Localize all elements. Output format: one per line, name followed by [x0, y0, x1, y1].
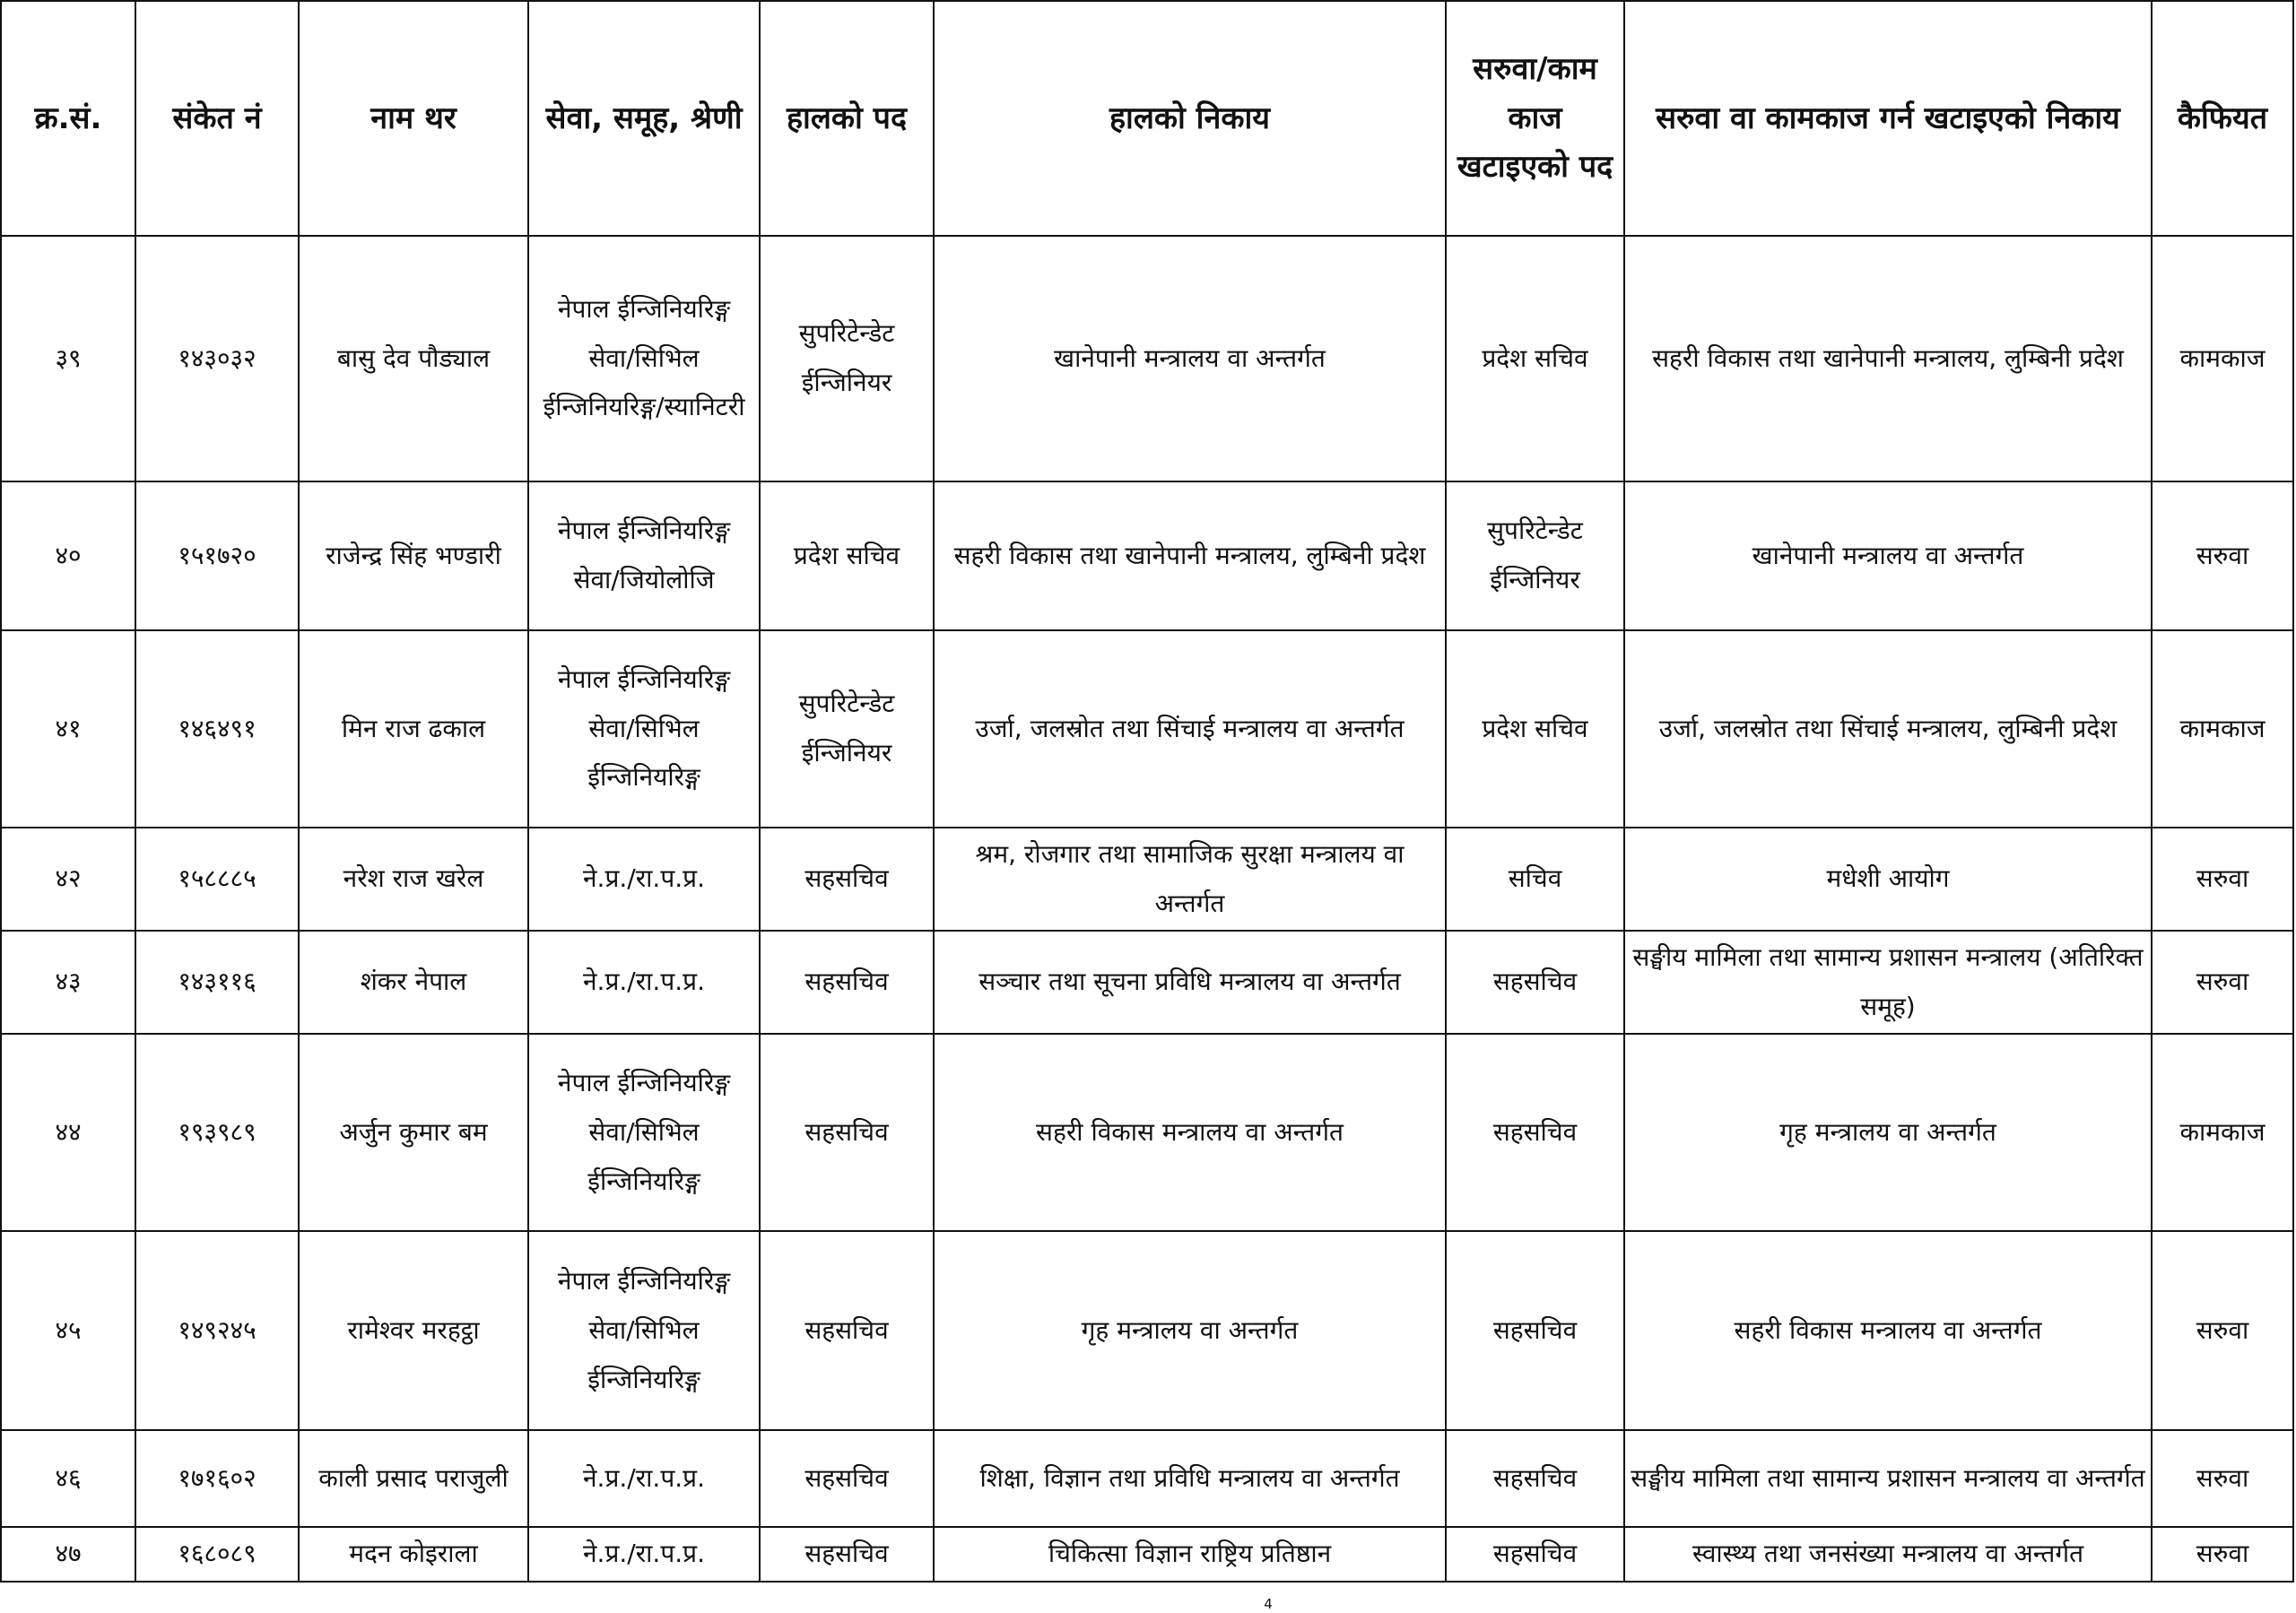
name-cell: मदन कोइराला	[299, 1527, 528, 1582]
name-cell: राजेन्द्र सिंह भण्डारी	[299, 481, 528, 630]
assigned-post-cell: सहसचिव	[1446, 1231, 1624, 1430]
code-no-cell: १५८८८५	[135, 828, 299, 931]
current-office-cell: श्रम, रोजगार तथा सामाजिक सुरक्षा मन्त्रालय वा अन्तर्गत	[934, 828, 1446, 931]
name-cell: बासु देव पौड्याल	[299, 236, 528, 481]
assigned-office-cell: स्वास्थ्य तथा जनसंख्या मन्त्रालय वा अन्तर्गत	[1624, 1527, 2152, 1582]
assigned-post-cell: प्रदेश सचिव	[1446, 630, 1624, 828]
table-row	[1, 931, 2293, 1034]
remarks-cell: कामकाज	[2152, 1034, 2293, 1231]
serial-no-cell: ४७	[1, 1527, 135, 1582]
code-no-cell: १९३९८९	[135, 1034, 299, 1231]
assigned-post-cell: सचिव	[1446, 828, 1624, 931]
current-office-cell: खानेपानी मन्त्रालय वा अन्तर्गत	[934, 236, 1446, 481]
name-cell: शंकर नेपाल	[299, 931, 528, 1034]
service-cell: ने.प्र./रा.प.प्र.	[528, 1527, 760, 1582]
header-remarks: कैफियत	[2152, 1, 2293, 236]
name-cell: काली प्रसाद पराजुली	[299, 1430, 528, 1527]
header-assigned-post: सरुवा/काम काज खटाइएको पद	[1446, 1, 1624, 236]
current-post-cell: सहसचिव	[760, 1034, 934, 1231]
code-no-cell: १४६४९१	[135, 630, 299, 828]
assigned-office-cell: गृह मन्त्रालय वा अन्तर्गत	[1624, 1034, 2152, 1231]
assigned-post-cell: सहसचिव	[1446, 1034, 1624, 1231]
current-office-cell: उर्जा, जलस्रोत तथा सिंचाई मन्त्रालय वा अन्तर्गत	[934, 630, 1446, 828]
current-post-cell: सहसचिव	[760, 1527, 934, 1582]
table-row	[1, 1034, 2293, 1231]
assigned-office-cell: सङ्घीय मामिला तथा सामान्य प्रशासन मन्त्रालय वा अन्तर्गत	[1624, 1430, 2152, 1527]
service-cell: नेपाल ईन्जिनियरिङ्ग सेवा/सिभिल ईन्जिनियरिङ्ग	[528, 1231, 760, 1430]
service-cell: नेपाल ईन्जिनियरिङ्ग सेवा/सिभिल ईन्जिनियरिङ्ग	[528, 630, 760, 828]
service-cell: नेपाल ईन्जिनियरिङ्ग सेवा/जियोलोजि	[528, 481, 760, 630]
serial-no-cell: ४०	[1, 481, 135, 630]
serial-no-cell: ४३	[1, 931, 135, 1034]
header-service-group-class: सेवा, समूह, श्रेणी	[528, 1, 760, 236]
code-no-cell: १४९२४५	[135, 1231, 299, 1430]
current-office-cell: चिकित्सा विज्ञान राष्ट्रिय प्रतिष्ठान	[934, 1527, 1446, 1582]
assigned-office-cell: मधेशी आयोग	[1624, 828, 2152, 931]
assigned-post-cell: सहसचिव	[1446, 1527, 1624, 1582]
remarks-cell: सरुवा	[2152, 1231, 2293, 1430]
table-row	[1, 1527, 2293, 1582]
service-cell: ने.प्र./रा.प.प्र.	[528, 1430, 760, 1527]
header-row	[1, 1, 2293, 236]
name-cell: नरेश राज खरेल	[299, 828, 528, 931]
service-cell: नेपाल ईन्जिनियरिङ्ग सेवा/सिभिल ईन्जिनियरिङ्ग	[528, 1034, 760, 1231]
serial-no-cell: ३९	[1, 236, 135, 481]
assigned-office-cell: सहरी विकास मन्त्रालय वा अन्तर्गत	[1624, 1231, 2152, 1430]
serial-no-cell: ४१	[1, 630, 135, 828]
service-cell: नेपाल ईन्जिनियरिङ्ग सेवा/सिभिल ईन्जिनियरिङ्ग/स्यानिटरी	[528, 236, 760, 481]
current-post-cell: प्रदेश सचिव	[760, 481, 934, 630]
table-body	[1, 236, 2293, 1582]
header-name: नाम थर	[299, 1, 528, 236]
assigned-post-cell: सहसचिव	[1446, 931, 1624, 1034]
serial-no-cell: ४२	[1, 828, 135, 931]
serial-no-cell: ४४	[1, 1034, 135, 1231]
remarks-cell: सरुवा	[2152, 1527, 2293, 1582]
table-row	[1, 1231, 2293, 1430]
code-no-cell: १६८०८९	[135, 1527, 299, 1582]
assigned-office-cell: खानेपानी मन्त्रालय वा अन्तर्गत	[1624, 481, 2152, 630]
remarks-cell: सरुवा	[2152, 828, 2293, 931]
current-post-cell: सहसचिव	[760, 1430, 934, 1527]
current-post-cell: सहसचिव	[760, 931, 934, 1034]
table-row	[1, 630, 2293, 828]
table-row	[1, 481, 2293, 630]
remarks-cell: सरुवा	[2152, 481, 2293, 630]
header-assigned-office: सरुवा वा कामकाज गर्न खटाइएको निकाय	[1624, 1, 2152, 236]
code-no-cell: १७१६०२	[135, 1430, 299, 1527]
assigned-post-cell: सहसचिव	[1446, 1430, 1624, 1527]
current-post-cell: सहसचिव	[760, 1231, 934, 1430]
current-post-cell: सुपरिटेन्डेट ईन्जिनियर	[760, 236, 934, 481]
page-number: 4	[1264, 1596, 1273, 1612]
header-current-post: हालको पद	[760, 1, 934, 236]
assigned-office-cell: उर्जा, जलस्रोत तथा सिंचाई मन्त्रालय, लुम्बिनी प्रदेश	[1624, 630, 2152, 828]
service-cell: ने.प्र./रा.प.प्र.	[528, 828, 760, 931]
name-cell: मिन राज ढकाल	[299, 630, 528, 828]
current-office-cell: सञ्चार तथा सूचना प्रविधि मन्त्रालय वा अन्तर्गत	[934, 931, 1446, 1034]
assigned-post-cell: सुपरिटेन्डेट ईन्जिनियर	[1446, 481, 1624, 630]
code-no-cell: १४३०३२	[135, 236, 299, 481]
service-cell: ने.प्र./रा.प.प्र.	[528, 931, 760, 1034]
remarks-cell: सरुवा	[2152, 1430, 2293, 1527]
current-post-cell: सुपरिटेन्डेट ईन्जिनियर	[760, 630, 934, 828]
serial-no-cell: ४५	[1, 1231, 135, 1430]
code-no-cell: १४३११६	[135, 931, 299, 1034]
remarks-cell: कामकाज	[2152, 630, 2293, 828]
table-row	[1, 828, 2293, 931]
code-no-cell: १५१७२०	[135, 481, 299, 630]
table-row	[1, 1430, 2293, 1527]
assigned-post-cell: प्रदेश सचिव	[1446, 236, 1624, 481]
name-cell: रामेश्वर मरहट्ठा	[299, 1231, 528, 1430]
current-office-cell: शिक्षा, विज्ञान तथा प्रविधि मन्त्रालय वा अन्तर्गत	[934, 1430, 1446, 1527]
header-code-no: संकेत नं	[135, 1, 299, 236]
name-cell: अर्जुन कुमार बम	[299, 1034, 528, 1231]
header-serial-no: क्र.सं.	[1, 1, 135, 236]
remarks-cell: सरुवा	[2152, 931, 2293, 1034]
current-office-cell: गृह मन्त्रालय वा अन्तर्गत	[934, 1231, 1446, 1430]
remarks-cell: कामकाज	[2152, 236, 2293, 481]
assigned-office-cell: सहरी विकास तथा खानेपानी मन्त्रालय, लुम्बिनी प्रदेश	[1624, 236, 2152, 481]
current-post-cell: सहसचिव	[760, 828, 934, 931]
serial-no-cell: ४६	[1, 1430, 135, 1527]
current-office-cell: सहरी विकास मन्त्रालय वा अन्तर्गत	[934, 1034, 1446, 1231]
header-current-office: हालको निकाय	[934, 1, 1446, 236]
current-office-cell: सहरी विकास तथा खानेपानी मन्त्रालय, लुम्बिनी प्रदेश	[934, 481, 1446, 630]
assigned-office-cell: सङ्घीय मामिला तथा सामान्य प्रशासन मन्त्रालय (अतिरिक्त समूह)	[1624, 931, 2152, 1034]
table-row	[1, 236, 2293, 481]
